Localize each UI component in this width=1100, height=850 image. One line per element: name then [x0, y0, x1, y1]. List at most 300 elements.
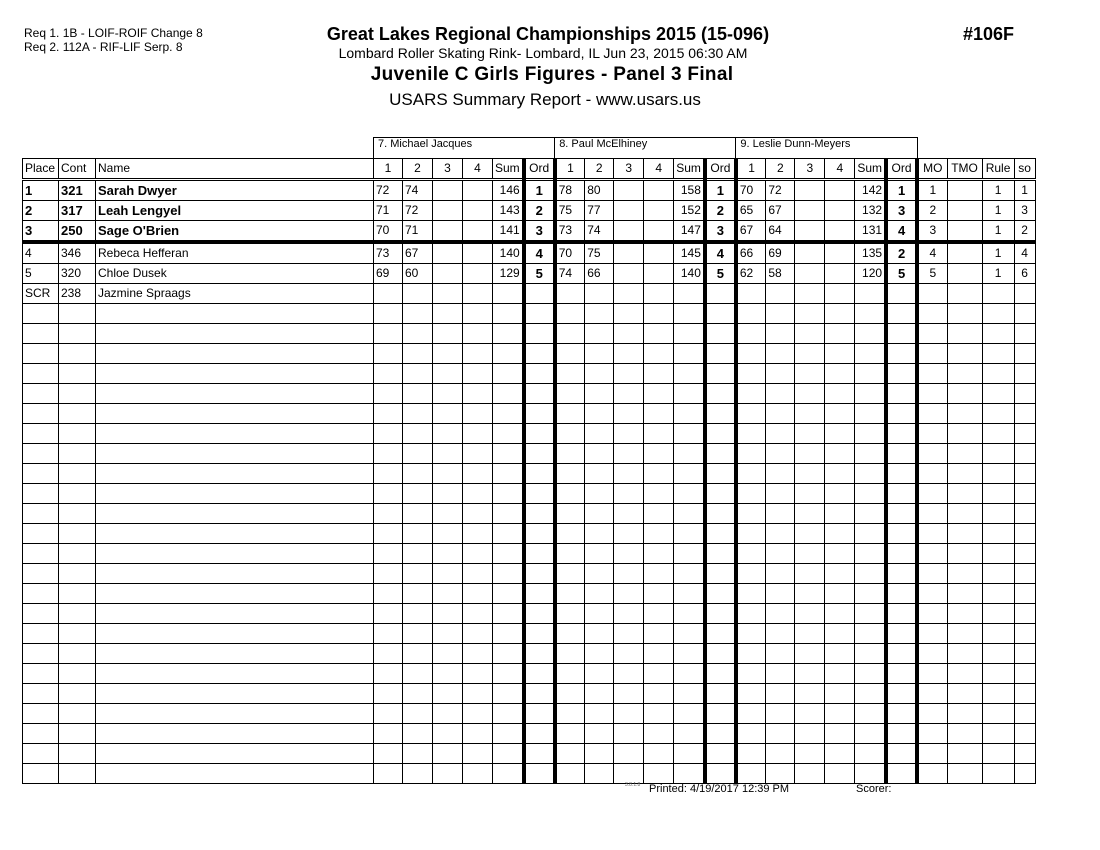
score-2-cell	[766, 484, 795, 504]
score-1-cell	[736, 764, 766, 784]
col-cont: Cont	[59, 159, 96, 180]
mo-cell	[917, 684, 947, 704]
cont-cell	[59, 684, 96, 704]
score-2-cell: 58	[766, 264, 795, 284]
rule-cell: 1	[982, 242, 1014, 264]
sum-cell: 129	[493, 264, 524, 284]
ordinal-cell	[524, 324, 555, 344]
place-cell	[23, 744, 59, 764]
ordinal-cell	[705, 464, 736, 484]
rule-cell	[982, 504, 1014, 524]
sum-cell: 135	[855, 242, 886, 264]
skater-name-cell	[96, 764, 374, 784]
place-cell	[23, 324, 59, 344]
mo-cell	[917, 364, 947, 384]
sum-cell	[493, 724, 524, 744]
score-2-cell: 60	[403, 264, 433, 284]
score-4-cell	[644, 180, 674, 201]
so-cell	[1014, 304, 1035, 324]
table-row	[23, 764, 1036, 784]
score-3-cell	[614, 180, 644, 201]
score-3-cell	[614, 764, 644, 784]
score-2-cell: 80	[585, 180, 614, 201]
col-place: Place	[23, 159, 59, 180]
score-1-cell	[736, 744, 766, 764]
sum-cell	[674, 684, 705, 704]
score-1-cell: 65	[736, 201, 766, 221]
score-4-cell	[463, 504, 493, 524]
ordinal-cell	[524, 304, 555, 324]
table-row	[23, 264, 1036, 284]
score-3-cell	[433, 221, 463, 243]
skater-name-cell	[96, 424, 374, 444]
score-3-cell	[433, 464, 463, 484]
score-3-cell	[433, 180, 463, 201]
cont-cell	[59, 544, 96, 564]
sum-cell	[855, 664, 886, 684]
skater-name-cell: Leah Lengyel	[96, 201, 374, 221]
ordinal-cell	[524, 384, 555, 404]
score-2-cell	[766, 444, 795, 464]
place-cell: 1	[23, 180, 59, 201]
ordinal-cell	[886, 504, 917, 524]
score-1-cell	[736, 424, 766, 444]
score-3-cell	[433, 724, 463, 744]
skater-name-cell	[96, 604, 374, 624]
score-3-cell	[795, 404, 825, 424]
ordinal-cell	[886, 404, 917, 424]
score-3-cell	[795, 464, 825, 484]
ordinal-cell	[524, 704, 555, 724]
sum-cell	[855, 764, 886, 784]
tmo-cell	[947, 624, 982, 644]
cont-cell	[59, 704, 96, 724]
ordinal-cell	[886, 384, 917, 404]
sum-cell	[674, 744, 705, 764]
score-4-cell	[825, 344, 855, 364]
so-cell: 3	[1014, 201, 1035, 221]
score-1-cell	[736, 724, 766, 744]
ordinal-cell	[886, 484, 917, 504]
mo-cell	[917, 384, 947, 404]
rule-cell	[982, 444, 1014, 464]
place-cell	[23, 724, 59, 744]
score-2-cell	[403, 724, 433, 744]
sum-cell	[855, 684, 886, 704]
score-2-cell	[403, 664, 433, 684]
score-1-cell	[736, 404, 766, 424]
score-4-cell	[825, 201, 855, 221]
score-2-cell	[766, 644, 795, 664]
score-1-cell	[374, 344, 403, 364]
rule-cell: 1	[982, 264, 1014, 284]
score-2-cell	[766, 364, 795, 384]
score-3-cell	[433, 704, 463, 724]
score-2-cell	[403, 744, 433, 764]
so-cell	[1014, 584, 1035, 604]
score-4-cell	[825, 744, 855, 764]
score-3-cell	[795, 324, 825, 344]
ordinal-cell	[705, 644, 736, 664]
score-2-cell	[766, 324, 795, 344]
score-2-cell	[766, 564, 795, 584]
rule-cell	[982, 644, 1014, 664]
score-4-cell	[644, 384, 674, 404]
score-3-cell	[433, 364, 463, 384]
table-row	[23, 464, 1036, 484]
score-4-cell	[463, 384, 493, 404]
sum-cell: 140	[674, 264, 705, 284]
mo-cell	[917, 524, 947, 544]
ordinal-cell	[705, 684, 736, 704]
rule-cell	[982, 544, 1014, 564]
skater-name-cell	[96, 304, 374, 324]
sum-cell	[674, 284, 705, 304]
score-4-cell	[825, 304, 855, 324]
score-1-cell	[736, 484, 766, 504]
sum-cell	[855, 644, 886, 664]
score-4-cell	[644, 344, 674, 364]
score-2-cell	[585, 484, 614, 504]
score-4-cell	[825, 424, 855, 444]
score-2-cell	[766, 284, 795, 304]
score-4-cell	[644, 404, 674, 424]
ordinal-cell	[524, 404, 555, 424]
skater-name-cell	[96, 564, 374, 584]
score-2-cell: 67	[403, 242, 433, 264]
ordinal-cell: 1	[886, 180, 917, 201]
score-3-cell	[795, 524, 825, 544]
col-name: Name	[96, 159, 374, 180]
score-4-cell	[463, 284, 493, 304]
score-1-cell	[736, 504, 766, 524]
score-4-cell	[644, 201, 674, 221]
skater-name-cell	[96, 344, 374, 364]
judge-header-row	[23, 138, 1036, 159]
table-row	[23, 564, 1036, 584]
sum-cell	[493, 684, 524, 704]
score-4-cell	[825, 444, 855, 464]
score-3-cell	[433, 324, 463, 344]
score-2-cell	[585, 404, 614, 424]
sum-cell	[493, 564, 524, 584]
place-cell	[23, 604, 59, 624]
score-1-cell: 69	[374, 264, 403, 284]
rule-cell	[982, 724, 1014, 744]
score-1-cell	[374, 684, 403, 704]
col-so: so	[1014, 159, 1035, 180]
mo-cell	[917, 644, 947, 664]
score-4-cell	[644, 324, 674, 344]
col-j9-2: 2	[766, 159, 795, 180]
judge-7-label: 7. Michael Jacques	[374, 138, 555, 159]
col-j8-4: 4	[644, 159, 674, 180]
col-rule: Rule	[982, 159, 1014, 180]
score-1-cell	[555, 404, 585, 424]
table-row	[23, 201, 1036, 221]
rule-cell	[982, 364, 1014, 384]
score-2-cell	[403, 364, 433, 384]
score-3-cell	[614, 664, 644, 684]
score-1-cell	[374, 504, 403, 524]
so-cell: 2	[1014, 221, 1035, 243]
sum-cell: 146	[493, 180, 524, 201]
sum-cell	[855, 404, 886, 424]
so-cell	[1014, 724, 1035, 744]
sum-cell	[493, 584, 524, 604]
score-2-cell	[585, 504, 614, 524]
score-4-cell	[463, 201, 493, 221]
score-2-cell	[585, 424, 614, 444]
col-j7-ord: Ord	[524, 159, 555, 180]
sum-cell	[855, 424, 886, 444]
score-2-cell	[585, 384, 614, 404]
score-4-cell	[644, 504, 674, 524]
tmo-cell	[947, 201, 982, 221]
score-3-cell	[433, 544, 463, 564]
score-4-cell	[825, 644, 855, 664]
rule-cell	[982, 584, 1014, 604]
table-row	[23, 504, 1036, 524]
rule-cell	[982, 344, 1014, 364]
score-4-cell	[825, 764, 855, 784]
cont-cell	[59, 584, 96, 604]
tmo-cell	[947, 524, 982, 544]
score-1-cell	[374, 644, 403, 664]
table-row	[23, 242, 1036, 264]
score-3-cell	[433, 284, 463, 304]
sum-cell	[674, 644, 705, 664]
score-3-cell	[433, 624, 463, 644]
sum-cell	[674, 764, 705, 784]
score-1-cell	[374, 424, 403, 444]
so-cell: 1	[1014, 180, 1035, 201]
score-1-cell	[555, 424, 585, 444]
sum-cell	[674, 524, 705, 544]
score-4-cell	[463, 624, 493, 644]
tmo-cell	[947, 724, 982, 744]
place-cell	[23, 384, 59, 404]
so-cell	[1014, 604, 1035, 624]
skater-name-cell	[96, 704, 374, 724]
score-2-cell	[585, 744, 614, 764]
score-2-cell: 64	[766, 221, 795, 243]
score-1-cell	[555, 444, 585, 464]
so-cell: 4	[1014, 242, 1035, 264]
ordinal-cell	[705, 424, 736, 444]
ordinal-cell	[705, 384, 736, 404]
score-1-cell	[555, 484, 585, 504]
score-1-cell: 74	[555, 264, 585, 284]
score-4-cell	[644, 484, 674, 504]
sum-cell: 147	[674, 221, 705, 243]
score-3-cell	[433, 764, 463, 784]
score-1-cell	[555, 344, 585, 364]
ordinal-cell	[524, 364, 555, 384]
sum-cell	[674, 424, 705, 444]
ordinal-cell	[705, 584, 736, 604]
score-1-cell	[555, 564, 585, 584]
score-1-cell	[736, 584, 766, 604]
score-4-cell	[463, 424, 493, 444]
ordinal-cell	[705, 524, 736, 544]
cont-cell	[59, 404, 96, 424]
skater-name-cell	[96, 724, 374, 744]
skater-name-cell	[96, 484, 374, 504]
tmo-cell	[947, 644, 982, 664]
score-1-cell	[374, 744, 403, 764]
ordinal-cell	[886, 764, 917, 784]
ordinal-cell	[886, 424, 917, 444]
score-4-cell	[825, 684, 855, 704]
ordinal-cell: 1	[705, 180, 736, 201]
score-4-cell	[644, 664, 674, 684]
score-4-cell	[825, 464, 855, 484]
col-j7-4: 4	[463, 159, 493, 180]
skater-name-cell	[96, 504, 374, 524]
place-cell	[23, 444, 59, 464]
score-2-cell	[403, 584, 433, 604]
score-4-cell	[644, 304, 674, 324]
ordinal-cell	[524, 684, 555, 704]
place-cell	[23, 524, 59, 544]
ordinal-cell	[524, 464, 555, 484]
col-j9-3: 3	[795, 159, 825, 180]
col-j8-3: 3	[614, 159, 644, 180]
score-1-cell	[555, 544, 585, 564]
ordinal-cell: 5	[705, 264, 736, 284]
so-cell	[1014, 664, 1035, 684]
ordinal-cell	[886, 564, 917, 584]
score-3-cell	[433, 384, 463, 404]
so-cell	[1014, 704, 1035, 724]
score-3-cell	[795, 424, 825, 444]
score-3-cell	[795, 304, 825, 324]
score-1-cell	[736, 464, 766, 484]
so-cell	[1014, 344, 1035, 364]
cont-cell: 317	[59, 201, 96, 221]
tmo-cell	[947, 484, 982, 504]
score-4-cell	[463, 264, 493, 284]
table-row	[23, 544, 1036, 564]
sum-cell	[855, 724, 886, 744]
cont-cell	[59, 324, 96, 344]
rule-cell: 1	[982, 201, 1014, 221]
score-4-cell	[644, 764, 674, 784]
score-4-cell	[644, 444, 674, 464]
tmo-cell	[947, 684, 982, 704]
event-number: #106F	[963, 24, 1015, 44]
rule-cell	[982, 404, 1014, 424]
score-3-cell	[433, 344, 463, 364]
table-row	[23, 344, 1036, 364]
score-4-cell	[644, 284, 674, 304]
table-row	[23, 704, 1036, 724]
place-cell	[23, 484, 59, 504]
score-2-cell	[403, 644, 433, 664]
score-3-cell	[795, 564, 825, 584]
sum-cell: 143	[493, 201, 524, 221]
ordinal-cell	[524, 484, 555, 504]
score-3-cell	[795, 384, 825, 404]
score-2-cell	[585, 284, 614, 304]
ordinal-cell	[524, 624, 555, 644]
score-1-cell	[736, 604, 766, 624]
score-4-cell	[463, 404, 493, 424]
ordinal-cell	[524, 764, 555, 784]
ordinal-cell: 4	[886, 221, 917, 243]
score-1-cell	[374, 464, 403, 484]
place-cell	[23, 624, 59, 644]
mo-cell	[917, 404, 947, 424]
sum-cell: 152	[674, 201, 705, 221]
cont-cell	[59, 384, 96, 404]
ordinal-cell: 2	[705, 201, 736, 221]
place-cell	[23, 304, 59, 324]
score-2-cell	[585, 704, 614, 724]
score-3-cell	[433, 664, 463, 684]
table-row	[23, 584, 1036, 604]
sum-cell	[855, 284, 886, 304]
score-1-cell	[736, 624, 766, 644]
tmo-cell	[947, 564, 982, 584]
ordinal-cell	[886, 524, 917, 544]
sum-cell	[674, 604, 705, 624]
ordinal-cell: 2	[524, 201, 555, 221]
score-2-cell	[585, 664, 614, 684]
score-1-cell	[555, 624, 585, 644]
place-cell	[23, 344, 59, 364]
mo-cell	[917, 604, 947, 624]
table-row	[23, 444, 1036, 464]
rule-cell	[982, 484, 1014, 504]
skater-name-cell	[96, 584, 374, 604]
ordinal-cell	[705, 624, 736, 644]
mo-cell	[917, 544, 947, 564]
sum-cell	[855, 464, 886, 484]
rule-cell	[982, 304, 1014, 324]
mo-cell: 1	[917, 180, 947, 201]
col-j8-ord: Ord	[705, 159, 736, 180]
skater-name-cell	[96, 544, 374, 564]
version-label: 3.8.1.8	[625, 782, 641, 788]
score-1-cell	[736, 704, 766, 724]
tmo-cell	[947, 264, 982, 284]
score-2-cell	[403, 344, 433, 364]
so-cell	[1014, 564, 1035, 584]
score-2-cell	[403, 764, 433, 784]
sum-cell	[855, 504, 886, 524]
col-j7-3: 3	[433, 159, 463, 180]
competition-title: Great Lakes Regional Championships 2015 (15-096)	[326, 24, 770, 44]
score-4-cell	[644, 264, 674, 284]
ordinal-cell	[886, 364, 917, 384]
score-2-cell	[766, 404, 795, 424]
place-cell	[23, 364, 59, 384]
score-4-cell	[463, 664, 493, 684]
score-1-cell	[555, 684, 585, 704]
score-1-cell	[374, 384, 403, 404]
skater-name-cell	[96, 384, 374, 404]
score-1-cell: 67	[736, 221, 766, 243]
score-3-cell	[614, 284, 644, 304]
ordinal-cell	[524, 344, 555, 364]
score-3-cell	[614, 444, 644, 464]
cont-cell	[59, 344, 96, 364]
table-row	[23, 284, 1036, 304]
score-4-cell	[463, 704, 493, 724]
score-1-cell	[374, 404, 403, 424]
